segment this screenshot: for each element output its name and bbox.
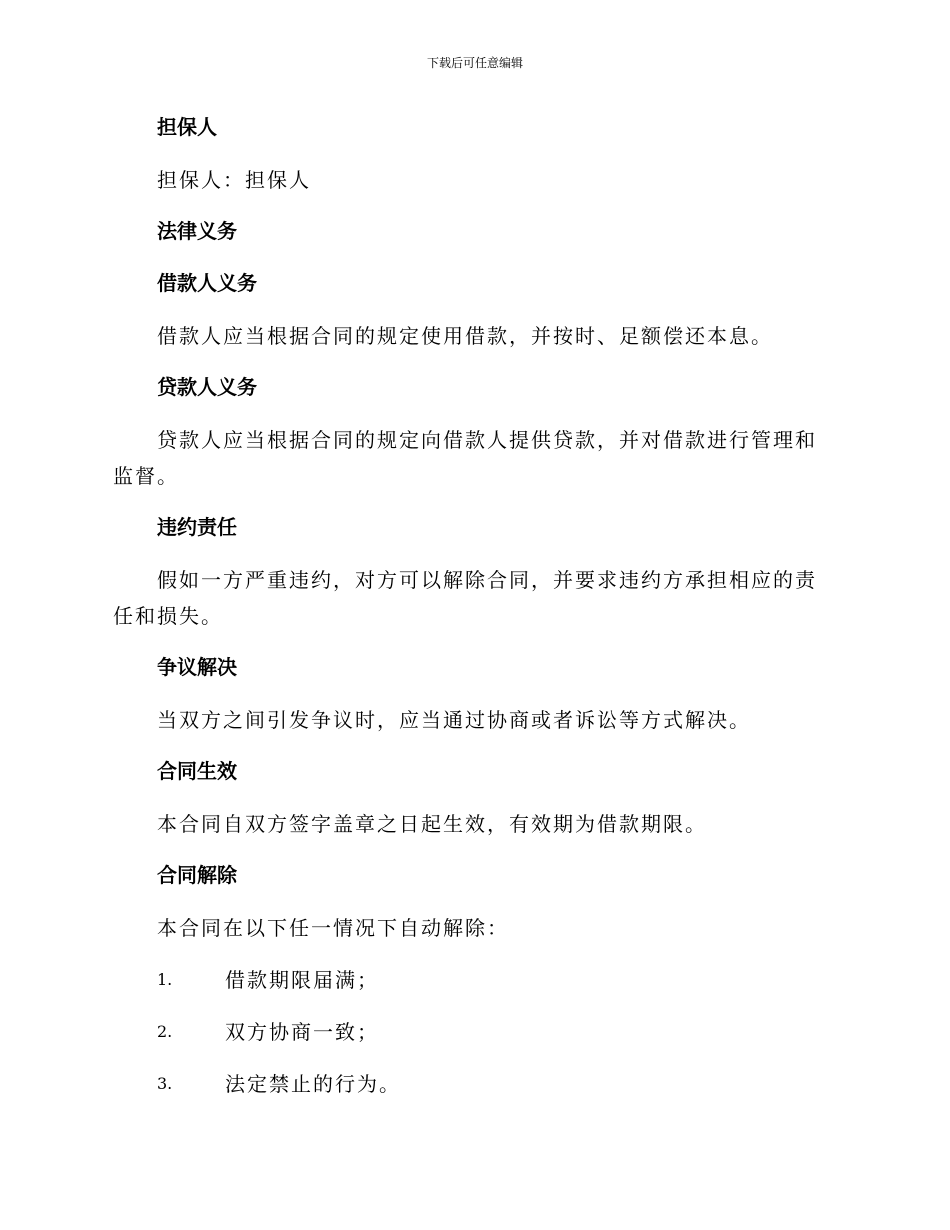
list-item bbox=[157, 1066, 835, 1102]
section-body-guarantor: 担保人：担保人 bbox=[157, 168, 311, 192]
section-body-termination: 本合同在以下任一情况下自动解除： bbox=[157, 916, 509, 940]
section-title-effect: 合同生效 bbox=[157, 759, 237, 783]
section-title-borrower: 借款人义务 bbox=[157, 271, 257, 295]
list-item bbox=[157, 1014, 835, 1050]
section-body-lender: 贷款人应当根据合同的规定向借款人提供贷款，并对借款进行管理和监督。 bbox=[113, 428, 817, 488]
section-body-breach: 假如一方严重违约，对方可以解除合同，并要求违约方承担相应的责任和损失。 bbox=[113, 568, 817, 628]
section-title-lender: 贷款人义务 bbox=[157, 375, 257, 399]
list-item bbox=[157, 962, 835, 998]
page-header: 下载后可任意编辑 bbox=[426, 56, 523, 70]
list-number: 3. bbox=[157, 1074, 173, 1093]
section-title-termination: 合同解除 bbox=[157, 863, 237, 887]
section-body-borrower: 借款人应当根据合同的规定使用借款，并按时、足额偿还本息。 bbox=[157, 324, 773, 348]
section-title-legal: 法律义务 bbox=[157, 219, 237, 243]
section-body-effect: 本合同自双方签字盖章之日起生效，有效期为借款期限。 bbox=[157, 812, 707, 836]
document-body bbox=[113, 110, 835, 1102]
list-text: 借款期限届满； bbox=[225, 968, 379, 992]
list-text: 法定禁止的行为。 bbox=[225, 1072, 401, 1096]
section-title-guarantor: 担保人 bbox=[157, 115, 217, 139]
section-body-dispute: 当双方之间引发争议时，应当通过协商或者诉讼等方式解决。 bbox=[157, 708, 751, 732]
list-number: 2. bbox=[157, 1022, 173, 1041]
list-text: 双方协商一致； bbox=[225, 1020, 379, 1044]
list-number: 1. bbox=[157, 970, 173, 989]
section-title-dispute: 争议解决 bbox=[157, 655, 237, 679]
section-title-breach: 违约责任 bbox=[157, 515, 237, 539]
